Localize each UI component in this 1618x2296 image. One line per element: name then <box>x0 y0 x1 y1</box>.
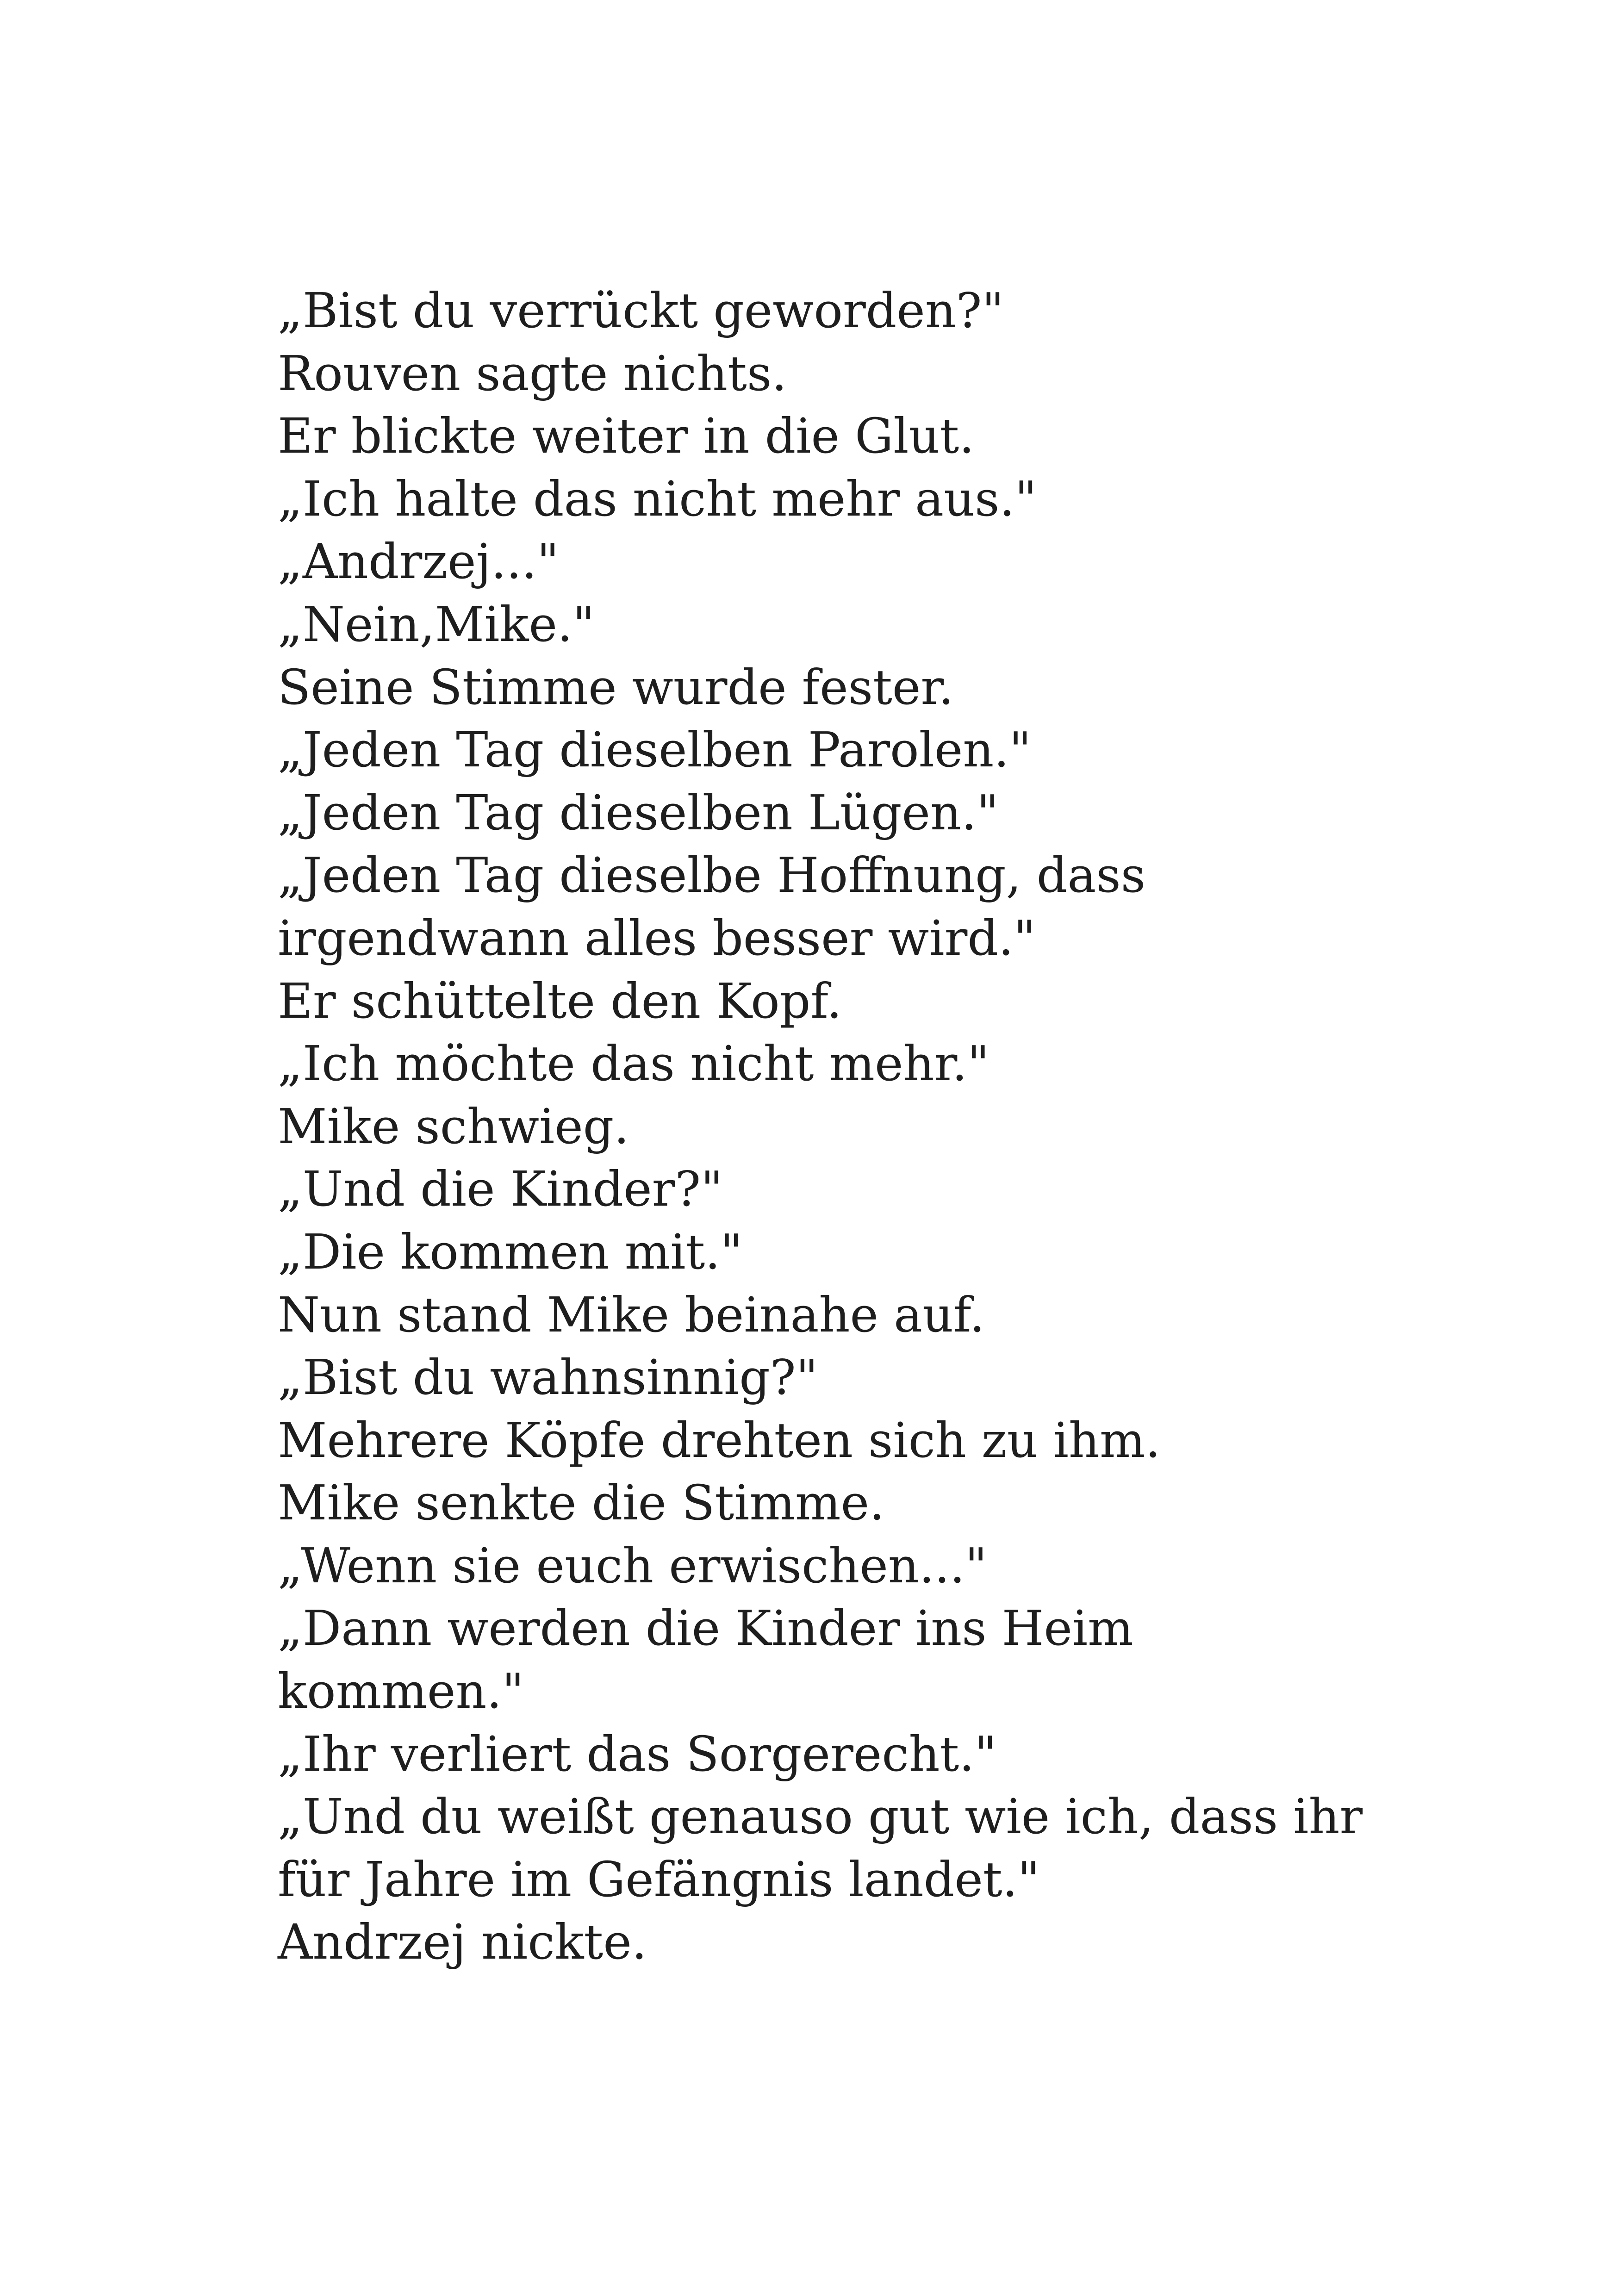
text-line: Andrzej nickte. <box>278 1914 647 1971</box>
text-line: „Jeden Tag dieselbe Hoffnung, dass <box>278 847 1146 904</box>
text-line: „Bist du verrückt geworden?" <box>278 282 1004 339</box>
text-line: Er blickte weiter in die Glut. <box>278 408 975 465</box>
text-line: kommen." <box>278 1663 524 1720</box>
text-line: „Jeden Tag dieselben Lügen." <box>278 784 999 841</box>
text-line: „Und du weißt genauso gut wie ich, dass ihr <box>278 1788 1363 1845</box>
text-line: „Ich halte das nicht mehr aus." <box>278 470 1037 527</box>
text-line: „Nein,Mike." <box>278 596 595 653</box>
text-line: für Jahre im Gefängnis landet." <box>278 1851 1040 1908</box>
text-line: Rouven sagte nichts. <box>278 345 787 402</box>
text-line: „Wenn sie euch erwischen..." <box>278 1537 987 1594</box>
text-line: Mike schwieg. <box>278 1098 629 1155</box>
text-line: „Dann werden die Kinder ins Heim <box>278 1600 1133 1657</box>
text-line: „Ihr verliert das Sorgerecht." <box>278 1725 997 1782</box>
text-line: „Die kommen mit." <box>278 1223 743 1280</box>
text-line: Mehrere Köpfe drehten sich zu ihm. <box>278 1412 1161 1468</box>
text-line: „Und die Kinder?" <box>278 1161 723 1218</box>
text-line: Nun stand Mike beinahe auf. <box>278 1286 985 1343</box>
text-line: Er schüttelte den Kopf. <box>278 972 842 1029</box>
text-line: „Andrzej..." <box>278 533 559 590</box>
text-line: „Ich möchte das nicht mehr." <box>278 1035 989 1092</box>
text-line: „Bist du wahnsinnig?" <box>278 1349 818 1406</box>
text-line: Seine Stimme wurde fester. <box>278 659 954 716</box>
text-line: irgendwann alles besser wird." <box>278 909 1036 966</box>
text-line: „Jeden Tag dieselben Parolen." <box>278 722 1032 778</box>
body-text <box>278 280 1388 1974</box>
text-line: Mike senkte die Stimme. <box>278 1475 885 1531</box>
